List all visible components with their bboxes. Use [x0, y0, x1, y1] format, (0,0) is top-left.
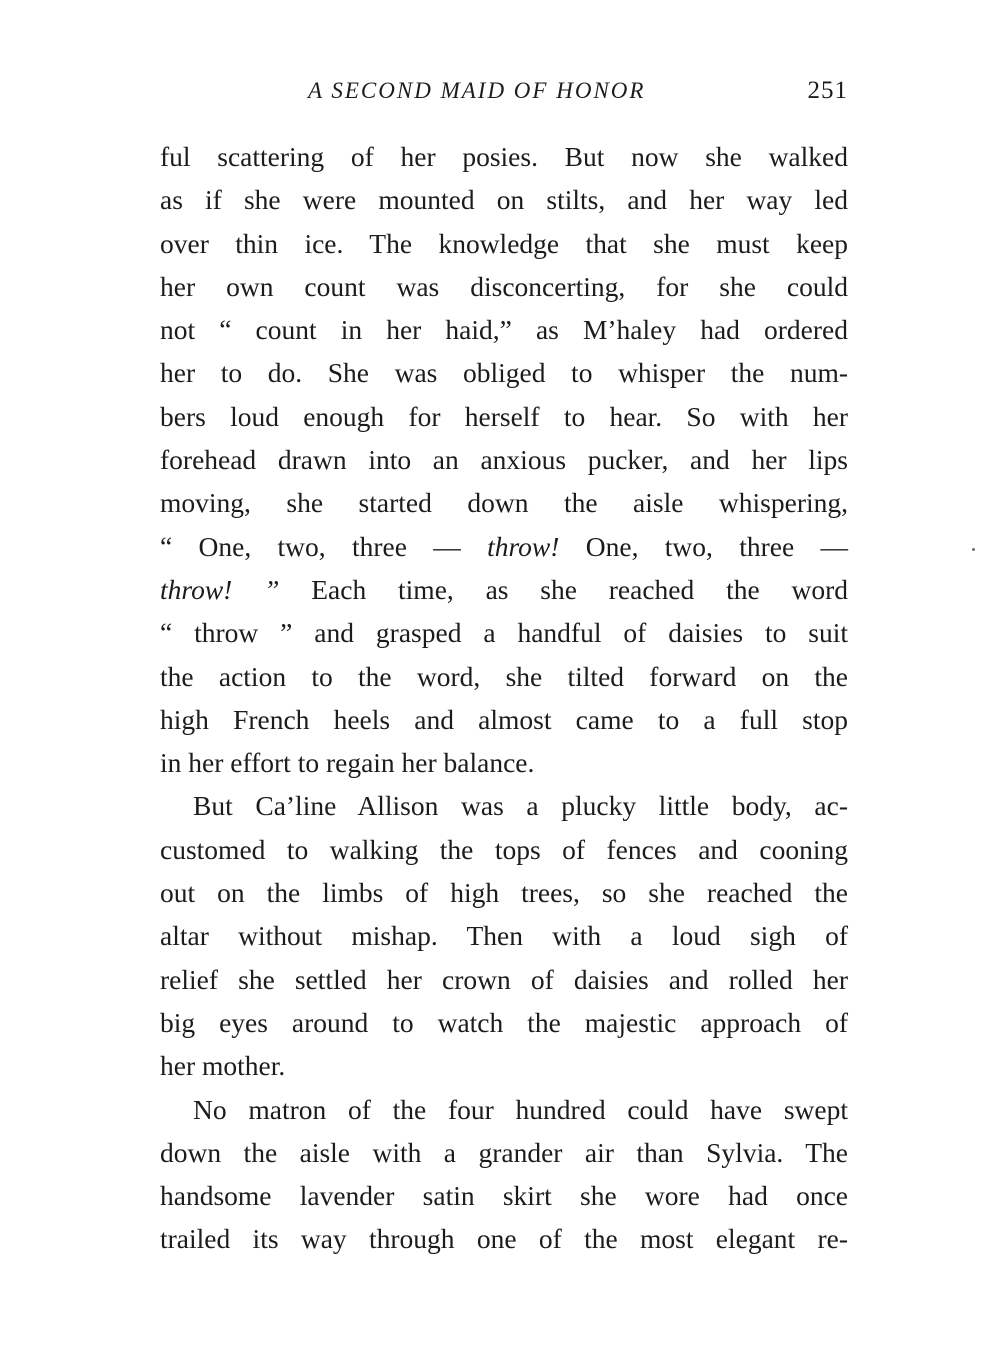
- text-line: bers loud enough for herself to hear. So with her: [160, 400, 848, 432]
- scan-speck: [972, 548, 975, 551]
- text-line: But Ca’line Allison was a plucky little body, ac-: [193, 790, 848, 822]
- text-line: trailed its way through one of the most elegant re-: [160, 1223, 848, 1255]
- page-number: 251: [807, 77, 848, 104]
- text-line: not “ count in her haid,” as M’haley had ordered: [160, 314, 848, 346]
- text-line: out on the limbs of high trees, so she reached the: [160, 877, 848, 909]
- text-line: throw! ” Each time, as she reached the word: [160, 573, 848, 605]
- text-line: moving, she started down the aisle whispering,: [160, 487, 848, 519]
- running-title: A SECOND MAID OF HONOR: [308, 78, 646, 103]
- text-line: “ One, two, three — throw! One, two, three —: [160, 530, 849, 562]
- text-line: down the aisle with a grander air than Sylvia. The: [160, 1136, 848, 1168]
- text-line: her to do. She was obliged to whisper the num-: [160, 357, 848, 389]
- text-line: No matron of the four hundred could have swept: [193, 1093, 848, 1125]
- text-line: her own count was disconcerting, for she could: [160, 270, 848, 302]
- text-line: relief she settled her crown of daisies and rolled her: [160, 963, 848, 995]
- text-line: “ throw ” and grasped a handful of daisies to suit: [160, 617, 848, 649]
- text-line: high French heels and almost came to a full stop: [160, 703, 848, 735]
- italic-word: throw! ”: [160, 573, 280, 605]
- running-head: [160, 74, 848, 108]
- text-line: in her effort to regain her balance.: [160, 747, 535, 779]
- text-line: ful scattering of her posies. But now she walked: [160, 141, 848, 172]
- text-line: over thin ice. The knowledge that she must keep: [160, 227, 848, 259]
- body-text: [160, 135, 848, 1261]
- text-line: the action to the word, she tilted forward on the: [160, 660, 848, 692]
- text-line: her mother.: [160, 1050, 286, 1082]
- text-line: big eyes around to watch the majestic approach of: [160, 1006, 848, 1038]
- text-line: forehead drawn into an anxious pucker, and her lips: [160, 444, 848, 476]
- text-line: customed to walking the tops of fences and cooning: [160, 833, 848, 865]
- italic-word: throw!: [487, 530, 560, 562]
- text-line: altar without mishap. Then with a loud sigh of: [160, 920, 848, 952]
- text-line: as if she were mounted on stilts, and her way led: [160, 184, 848, 216]
- text-line: handsome lavender satin skirt she wore had once: [160, 1180, 848, 1212]
